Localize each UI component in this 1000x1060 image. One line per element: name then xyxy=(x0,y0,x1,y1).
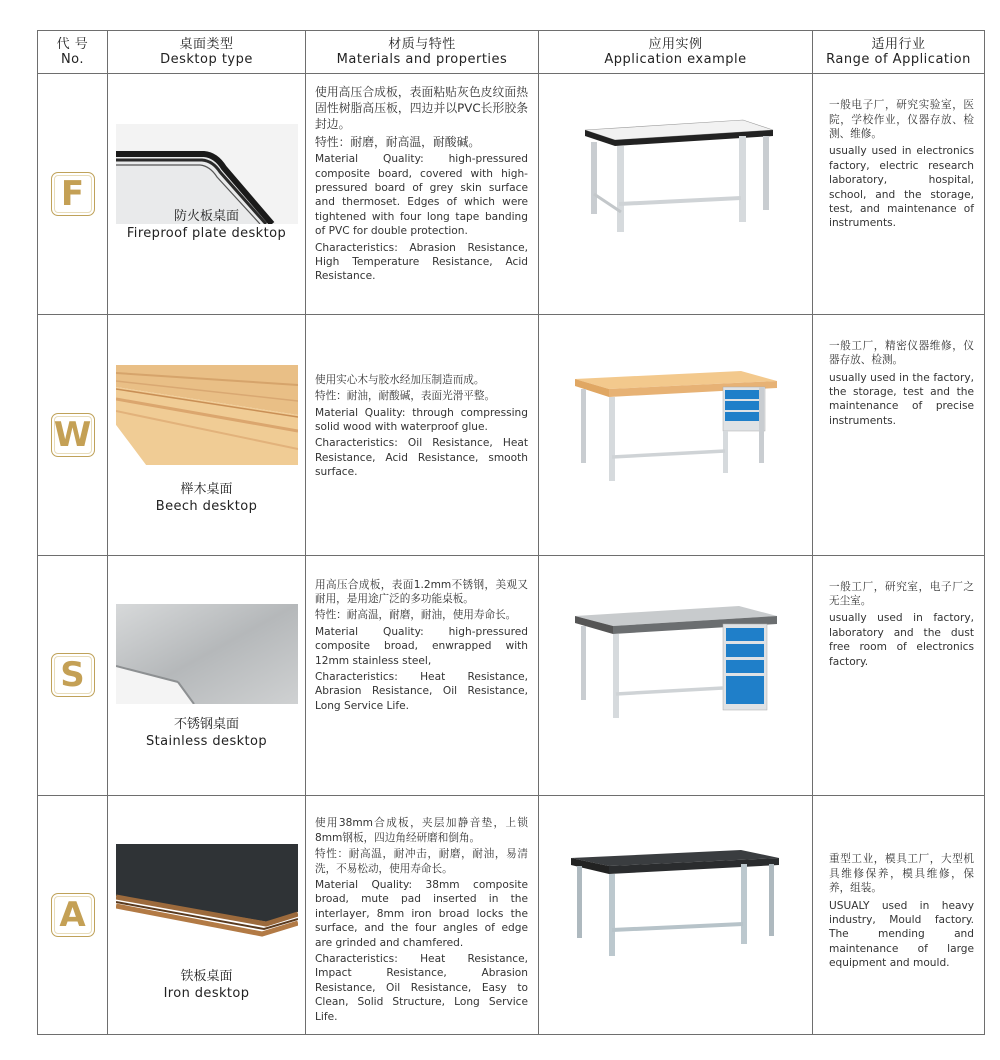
code-cell xyxy=(38,796,108,1035)
desktop-cell xyxy=(108,74,306,315)
characteristics-en: Characteristics: Heat Resistance, Abrasion Resistance, Oil Resistance, Long Service Life. xyxy=(315,671,528,712)
code-badge: F xyxy=(51,172,95,216)
range-cell xyxy=(813,555,985,796)
material-zh: 使用实心木与胶水经加压制造而成。 xyxy=(315,373,485,386)
application-cell xyxy=(539,74,813,315)
desktop-name-en: Fireproof plate desktop xyxy=(126,226,287,242)
range-cell xyxy=(813,74,985,315)
table-row xyxy=(38,796,985,1035)
header-range xyxy=(813,31,985,74)
characteristics-zh: 特性：耐油，耐酸碱，表面光滑平整。 xyxy=(315,390,496,403)
range-en: USUALY used in heavy industry, Mould factory. The mending and maintenance of large equipment and mould. xyxy=(829,899,974,970)
desktop-name-en: Iron desktop xyxy=(163,986,250,1002)
range-zh: 重型工业，模具工厂，大型机具维修保养，模具维修，保养，组装。 xyxy=(829,853,974,895)
header-application xyxy=(539,31,813,74)
application-cell xyxy=(539,796,813,1035)
workbench-iron-image xyxy=(569,846,784,961)
code-badge: A xyxy=(51,893,95,937)
code-cell xyxy=(38,314,108,555)
header-desk-en: Desktop type xyxy=(160,52,253,68)
header-desk-zh: 桌面类型 xyxy=(179,37,234,53)
desktop-name-zh: 榉木桌面 xyxy=(180,481,233,497)
materials-cell xyxy=(306,74,539,315)
material-en: Material Quality: high-pressured composite broad, enwrapped with 12mm stainless steel, xyxy=(315,625,528,667)
header-no-zh: 代 号 xyxy=(56,37,89,53)
header-materials xyxy=(306,31,539,74)
materials-cell xyxy=(306,796,539,1035)
range-zh: 一般工厂，精密仪器维修，仪器存放、检测。 xyxy=(829,339,974,367)
desktop-cell xyxy=(108,314,306,555)
desktop-name xyxy=(108,716,305,750)
beech-desktop-swatch xyxy=(116,365,298,465)
iron-desktop-swatch xyxy=(116,844,298,944)
range-en: usually used in electronics factory, electric research laboratory, hospital, school, and the storage, test, and maintenance of instruments. xyxy=(829,145,974,230)
range-zh: 一般工厂，研究室，电子厂之无尘室。 xyxy=(829,580,974,607)
code-badge: W xyxy=(51,413,95,457)
material-zh: 使用38mm合成板，夹层加静音垫，上锁8mm钢板，四边角经研磨和倒角。 xyxy=(315,817,528,844)
characteristics-zh: 特性：耐磨，耐高温，耐酸碱。 xyxy=(315,135,481,150)
materials-cell xyxy=(306,314,539,555)
application-cell xyxy=(539,314,813,555)
code-cell xyxy=(38,74,108,315)
characteristics-zh: 特性：耐高温，耐磨，耐油，使用寿命长。 xyxy=(315,609,517,622)
materials-cell xyxy=(306,555,539,796)
header-no-en: No. xyxy=(60,52,85,68)
application-cell xyxy=(539,555,813,796)
workbench-fireproof-image xyxy=(579,116,779,236)
desktop-name xyxy=(108,481,305,515)
desktop-name-zh: 铁板桌面 xyxy=(180,969,233,985)
stainless-desktop-swatch xyxy=(116,604,298,704)
workbench-beech-image xyxy=(573,367,783,482)
desktop-name-en: Beech desktop xyxy=(155,498,258,514)
desktop-name-zh: 防火板桌面 xyxy=(173,209,239,225)
characteristics-en: Characteristics: Abrasion Resistance, High Temperature Resistance, Acid Resistance. xyxy=(315,241,528,283)
header-rng-zh: 适用行业 xyxy=(871,37,926,53)
header-rng-en: Range of Application xyxy=(826,52,971,68)
code-badge: S xyxy=(51,653,95,697)
range-en: usually used in factory, laboratory and the dust free room of electronics factory. xyxy=(829,612,974,668)
header-mat-zh: 材质与特性 xyxy=(388,37,456,53)
desktop-name-en: Stainless desktop xyxy=(145,733,268,749)
characteristics-en: Characteristics: Oil Resistance, Heat Resistance, Acid Resistance, smooth surface. xyxy=(315,437,528,479)
code-cell xyxy=(38,555,108,796)
table-row xyxy=(38,74,985,315)
desktop-name xyxy=(108,208,305,242)
desktop-name xyxy=(108,968,305,1002)
table-header-row xyxy=(38,31,985,74)
desktop-types-table xyxy=(37,30,985,1035)
table-row xyxy=(38,314,985,555)
header-no xyxy=(38,31,108,74)
material-en: Material Quality: 38mm composite broad, mute pad inserted in the interlayer, 8mm iron broad locks the surface, and the four angles of edge are grinded and chamfered. xyxy=(315,878,528,949)
material-en: Material Quality: through compressing solid wood with waterproof glue. xyxy=(315,406,528,434)
range-cell xyxy=(813,796,985,1035)
header-app-zh: 应用实例 xyxy=(648,37,703,53)
header-app-en: Application example xyxy=(604,52,747,68)
material-zh: 使用高压合成板，表面粘贴灰色皮纹面热固性树脂高压板，四边并以PVC长形胶条封边。 xyxy=(315,85,528,132)
header-mat-en: Materials and properties xyxy=(336,52,508,68)
desktop-cell xyxy=(108,796,306,1035)
workbench-stainless-image xyxy=(573,602,783,722)
header-desktop-type xyxy=(108,31,306,74)
characteristics-en: Characteristics: Heat Resistance, Impact Resistance, Abrasion Resistance, Oil Resistance, Easy to Clean, Solid Structure, Long Service Life. xyxy=(315,952,528,1023)
table-row xyxy=(38,555,985,796)
characteristics-zh: 特性：耐高温，耐冲击，耐磨，耐油，易清洗，不易松动，使用寿命长。 xyxy=(315,848,528,875)
range-cell xyxy=(813,314,985,555)
range-en: usually used in the factory, the storage, test and the maintenance of precise instruments. xyxy=(829,371,974,427)
material-zh: 用高压合成板，表面1.2mm不锈钢，美观又耐用，是用途广泛的多功能桌板。 xyxy=(315,578,528,605)
range-zh: 一般电子厂，研究实验室，医院，学校作业，仪器存放、检测、维修。 xyxy=(829,99,974,140)
material-en: Material Quality: high-pressured composite board, covered with high-pressured board of grey skin surface and thermoset. Edges of which were tightened with four long tape banding of PVC for double protection. xyxy=(315,153,528,238)
desktop-name-zh: 不锈钢桌面 xyxy=(173,716,239,732)
desktop-cell xyxy=(108,555,306,796)
